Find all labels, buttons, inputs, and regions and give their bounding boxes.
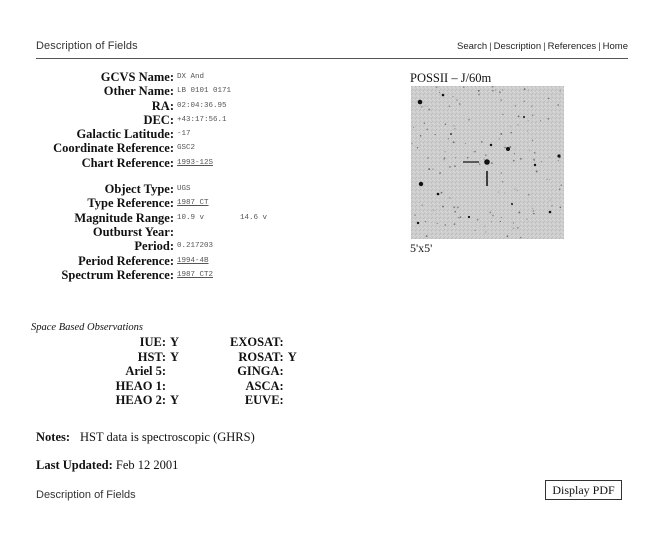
euve-value bbox=[284, 393, 297, 408]
faint-star bbox=[533, 213, 535, 215]
faint-star bbox=[425, 221, 426, 222]
faint-star bbox=[532, 140, 534, 142]
period-value: 0.217203 bbox=[177, 242, 214, 251]
bright-star bbox=[549, 211, 552, 214]
row-period-reference bbox=[0, 254, 267, 268]
faint-star bbox=[435, 134, 436, 135]
faint-star bbox=[465, 143, 466, 144]
faint-star bbox=[439, 172, 441, 174]
ariel5-value bbox=[166, 364, 230, 379]
faint-star bbox=[454, 128, 455, 129]
faint-star bbox=[502, 181, 503, 182]
faint-star bbox=[510, 132, 512, 134]
bright-star bbox=[534, 164, 536, 166]
faint-star bbox=[536, 170, 538, 172]
bright-star bbox=[523, 116, 525, 118]
faint-star bbox=[550, 200, 551, 201]
faint-star bbox=[426, 235, 428, 237]
faint-star bbox=[548, 98, 549, 99]
rosat-value: Y bbox=[287, 349, 297, 364]
bright-star bbox=[437, 193, 440, 196]
galactic-latitude-label: Galactic Latitude: bbox=[76, 127, 174, 142]
faint-star bbox=[549, 179, 550, 180]
asca-value bbox=[284, 379, 297, 394]
faint-star bbox=[477, 219, 479, 221]
faint-star bbox=[500, 99, 502, 101]
faint-star bbox=[425, 106, 426, 107]
faint-star bbox=[433, 210, 434, 211]
row-gcvs-name bbox=[0, 70, 267, 84]
faint-star bbox=[541, 161, 542, 162]
faint-star bbox=[453, 126, 454, 127]
faint-star bbox=[513, 222, 514, 223]
faint-star bbox=[557, 104, 559, 106]
faint-star bbox=[501, 217, 502, 218]
euve-label: EUVE: bbox=[244, 393, 284, 408]
ginga-label: GINGA: bbox=[237, 364, 284, 379]
faint-star bbox=[558, 160, 559, 161]
faint-star bbox=[520, 237, 522, 239]
faint-star bbox=[489, 212, 491, 214]
faint-star bbox=[456, 99, 457, 100]
type-reference-label: Type Reference: bbox=[87, 196, 174, 211]
spectrum-reference-link[interactable]: 1987 CT2 bbox=[177, 270, 214, 279]
chart-reference-link[interactable]: 1993-12S bbox=[177, 158, 214, 167]
exosat-value bbox=[284, 335, 297, 350]
faint-star bbox=[531, 106, 532, 107]
space-observations-title: Space Based Observations bbox=[31, 322, 143, 333]
faint-star bbox=[561, 184, 563, 186]
faint-star bbox=[551, 205, 552, 206]
faint-star bbox=[520, 158, 522, 160]
display-pdf-button[interactable]: Display PDF bbox=[545, 480, 622, 500]
hst-label: HST: bbox=[137, 349, 166, 364]
faint-star bbox=[560, 206, 562, 208]
bright-star bbox=[450, 133, 452, 135]
iue-label: IUE: bbox=[139, 335, 166, 349]
faint-star bbox=[428, 109, 430, 111]
ra-label: RA: bbox=[151, 98, 174, 113]
dec-label: DEC: bbox=[143, 112, 174, 127]
faint-star bbox=[492, 215, 494, 217]
bright-star bbox=[417, 222, 419, 224]
nav-separator: | bbox=[489, 41, 492, 52]
faint-star bbox=[449, 106, 451, 108]
faint-star bbox=[549, 157, 550, 158]
faint-star bbox=[459, 103, 461, 105]
nav-references-link[interactable]: References bbox=[547, 41, 597, 52]
notes-text: HST data is spectroscopic (GHRS) bbox=[80, 430, 255, 444]
faint-star bbox=[527, 131, 528, 132]
bright-star bbox=[419, 182, 423, 186]
notes bbox=[36, 430, 255, 445]
nav-separator: | bbox=[598, 41, 601, 52]
faint-star bbox=[532, 115, 534, 117]
gcvs-name-label: GCVS Name: bbox=[100, 70, 174, 84]
bright-star bbox=[490, 144, 492, 146]
bright-star bbox=[506, 147, 510, 151]
faint-star bbox=[509, 146, 511, 148]
faint-star bbox=[441, 192, 443, 194]
faint-star bbox=[453, 96, 454, 97]
nav-description-link[interactable]: Description bbox=[493, 41, 542, 52]
asca-label: ASCA: bbox=[245, 378, 284, 393]
row-outburst-year bbox=[0, 225, 267, 239]
notes-label: Notes: bbox=[36, 430, 71, 444]
faint-star bbox=[507, 235, 509, 237]
faint-star bbox=[454, 223, 456, 225]
faint-star bbox=[499, 138, 500, 139]
row-dec bbox=[0, 113, 267, 127]
faint-star bbox=[475, 151, 476, 152]
faint-star bbox=[468, 119, 470, 121]
space-row bbox=[20, 379, 297, 394]
faint-star bbox=[515, 105, 516, 106]
ginga-value bbox=[284, 364, 297, 379]
outburst-year-label: Outburst Year: bbox=[92, 224, 174, 239]
star-field bbox=[411, 86, 564, 239]
header-divider bbox=[36, 58, 628, 59]
faint-star bbox=[457, 206, 459, 208]
faint-star bbox=[501, 172, 503, 174]
gcvs-name-value: DX And bbox=[177, 73, 205, 81]
row-spectrum-reference bbox=[0, 268, 267, 282]
faint-star bbox=[534, 152, 536, 154]
faint-star bbox=[534, 114, 535, 115]
space-row bbox=[20, 350, 297, 365]
row-spacer bbox=[0, 170, 267, 182]
other-name-value: LB 0101 0171 bbox=[177, 87, 232, 96]
magnitude-min-value: 10.9 v bbox=[177, 213, 205, 222]
faint-star bbox=[454, 211, 456, 213]
chart-reference-cell bbox=[174, 156, 267, 170]
period-reference-link[interactable]: 1994-4B bbox=[177, 256, 209, 265]
faint-star bbox=[515, 189, 516, 190]
row-ra bbox=[0, 99, 267, 113]
finder-chart-title: POSSII – J/60m bbox=[410, 71, 492, 85]
faint-star bbox=[474, 230, 475, 231]
faint-star bbox=[460, 216, 462, 218]
faint-star bbox=[559, 189, 560, 190]
galactic-latitude-value: -17 bbox=[177, 130, 191, 139]
space-row bbox=[20, 335, 297, 350]
outburst-year-value bbox=[174, 225, 267, 239]
faint-star bbox=[427, 157, 429, 159]
heao2-value: Y bbox=[170, 393, 180, 408]
faint-star bbox=[491, 162, 493, 164]
heao1-value bbox=[166, 379, 230, 394]
magnitude-range-label: Magnitude Range: bbox=[74, 210, 174, 225]
faint-star bbox=[445, 151, 446, 152]
bright-star bbox=[468, 216, 470, 218]
faint-star bbox=[424, 123, 425, 124]
faint-star bbox=[500, 133, 502, 135]
faint-star bbox=[455, 125, 456, 126]
faint-star bbox=[414, 214, 415, 215]
finder-chart-image bbox=[411, 86, 564, 239]
object-type-label: Object Type: bbox=[104, 182, 174, 197]
magnitude-range-cell bbox=[174, 211, 267, 225]
faint-star bbox=[426, 128, 428, 130]
last-updated bbox=[36, 458, 178, 473]
faint-star bbox=[417, 147, 418, 148]
faint-star bbox=[455, 157, 456, 158]
coordinate-reference-label: Coordinate Reference: bbox=[53, 141, 174, 156]
period-reference-cell bbox=[174, 254, 267, 268]
faint-star bbox=[454, 165, 456, 167]
chart-reference-label: Chart Reference: bbox=[81, 155, 174, 170]
rosat-label: ROSAT: bbox=[238, 349, 284, 364]
space-observations-table bbox=[20, 335, 297, 408]
magnitude-max-value: 14.6 v bbox=[240, 213, 268, 222]
faint-star bbox=[514, 149, 515, 150]
faint-star bbox=[528, 90, 529, 91]
faint-star bbox=[449, 166, 451, 168]
row-object-type bbox=[0, 182, 267, 196]
faint-star bbox=[534, 159, 535, 160]
faint-star bbox=[533, 210, 534, 211]
faint-star bbox=[560, 90, 561, 91]
bright-star bbox=[511, 203, 513, 205]
heao2-label: HEAO 2: bbox=[115, 393, 166, 408]
faint-star bbox=[428, 168, 430, 170]
bright-star bbox=[484, 159, 490, 165]
type-reference-link[interactable]: 1987 CT bbox=[177, 199, 209, 208]
exosat-label: EXOSAT: bbox=[230, 335, 284, 349]
faint-star bbox=[444, 159, 445, 160]
faint-star bbox=[439, 92, 440, 93]
faint-star bbox=[524, 88, 526, 90]
ariel5-label: Ariel 5: bbox=[125, 364, 166, 379]
heao1-label: HEAO 1: bbox=[115, 378, 166, 393]
row-type-reference bbox=[0, 196, 267, 210]
bright-star bbox=[442, 94, 445, 97]
object-type-value: UGS bbox=[177, 185, 191, 194]
faint-star bbox=[510, 126, 511, 127]
footer-title[interactable]: Description of Fields bbox=[36, 489, 136, 501]
faint-star bbox=[485, 154, 486, 155]
faint-star bbox=[478, 90, 480, 92]
faint-star bbox=[478, 93, 480, 95]
faint-star bbox=[491, 221, 492, 222]
faint-star bbox=[485, 226, 486, 227]
faint-star bbox=[463, 86, 465, 88]
faint-star bbox=[540, 120, 541, 121]
space-row bbox=[20, 364, 297, 379]
faint-star bbox=[504, 147, 506, 149]
iue-value: Y bbox=[170, 335, 180, 349]
type-reference-cell bbox=[174, 196, 267, 210]
faint-star bbox=[442, 206, 444, 208]
faint-star bbox=[526, 219, 527, 220]
faint-star bbox=[504, 193, 505, 194]
header-nav bbox=[457, 41, 628, 52]
faint-star bbox=[524, 100, 526, 102]
nav-separator: | bbox=[543, 41, 546, 52]
faint-star bbox=[500, 221, 501, 222]
faint-star bbox=[449, 197, 450, 198]
faint-star bbox=[517, 227, 519, 229]
faint-star bbox=[517, 124, 518, 125]
dec-value: +43:17:56.1 bbox=[177, 115, 227, 124]
faint-star bbox=[422, 205, 423, 206]
faint-star bbox=[528, 120, 529, 121]
object-info-table bbox=[0, 70, 267, 282]
faint-star bbox=[514, 153, 515, 154]
faint-star bbox=[517, 190, 518, 191]
faint-star bbox=[519, 212, 521, 214]
ra-value: 02:04:36.95 bbox=[177, 101, 227, 110]
row-chart-reference bbox=[0, 156, 267, 170]
faint-star bbox=[444, 224, 446, 226]
row-magnitude-range bbox=[0, 211, 267, 225]
nav-home-link[interactable]: Home bbox=[602, 41, 628, 52]
nav-search-link[interactable]: Search bbox=[457, 41, 488, 52]
finder-chart-scale: 5'x5' bbox=[410, 241, 433, 255]
faint-star bbox=[529, 150, 530, 151]
bright-star bbox=[557, 154, 560, 157]
faint-star bbox=[518, 116, 520, 118]
last-updated-date: Feb 12 2001 bbox=[115, 458, 179, 472]
faint-star bbox=[453, 206, 455, 208]
faint-star bbox=[444, 157, 446, 159]
faint-star bbox=[453, 141, 455, 143]
faint-star bbox=[420, 135, 422, 137]
faint-star bbox=[481, 141, 483, 143]
row-period bbox=[0, 239, 267, 253]
faint-star bbox=[432, 169, 433, 170]
faint-star bbox=[495, 89, 496, 90]
faint-star bbox=[498, 192, 499, 193]
faint-star bbox=[547, 118, 549, 120]
faint-star bbox=[445, 123, 447, 125]
row-galactic-latitude bbox=[0, 127, 267, 141]
header-title[interactable]: Description of Fields bbox=[36, 40, 138, 52]
faint-star bbox=[437, 223, 438, 224]
faint-star bbox=[513, 160, 515, 162]
faint-star bbox=[473, 151, 474, 152]
faint-star bbox=[502, 114, 504, 116]
spectrum-reference-label: Spectrum Reference: bbox=[61, 267, 174, 282]
bright-star bbox=[418, 100, 423, 105]
faint-star bbox=[484, 159, 485, 160]
faint-star bbox=[485, 231, 486, 232]
faint-star bbox=[467, 157, 468, 158]
coordinate-reference-value: GSC2 bbox=[177, 144, 196, 153]
faint-star bbox=[532, 208, 533, 209]
faint-star bbox=[492, 90, 493, 91]
faint-star bbox=[528, 194, 530, 196]
faint-star bbox=[513, 227, 514, 228]
row-coordinate-reference bbox=[0, 141, 267, 155]
space-row bbox=[20, 393, 297, 408]
faint-star bbox=[458, 217, 459, 218]
faint-star bbox=[479, 163, 481, 165]
faint-star bbox=[411, 143, 412, 144]
faint-star bbox=[436, 86, 438, 88]
spectrum-reference-cell bbox=[174, 268, 267, 282]
last-updated-label: Last Updated: bbox=[36, 458, 113, 472]
faint-star bbox=[499, 91, 501, 93]
period-label: Period: bbox=[134, 239, 174, 254]
faint-star bbox=[448, 138, 449, 139]
faint-star bbox=[546, 179, 547, 180]
period-reference-label: Period Reference: bbox=[78, 253, 174, 268]
row-other-name bbox=[0, 84, 267, 98]
faint-star bbox=[413, 127, 414, 128]
hst-value: Y bbox=[170, 349, 180, 364]
other-name-label: Other Name: bbox=[103, 84, 174, 99]
faint-star bbox=[502, 89, 503, 90]
faint-star bbox=[421, 106, 422, 107]
